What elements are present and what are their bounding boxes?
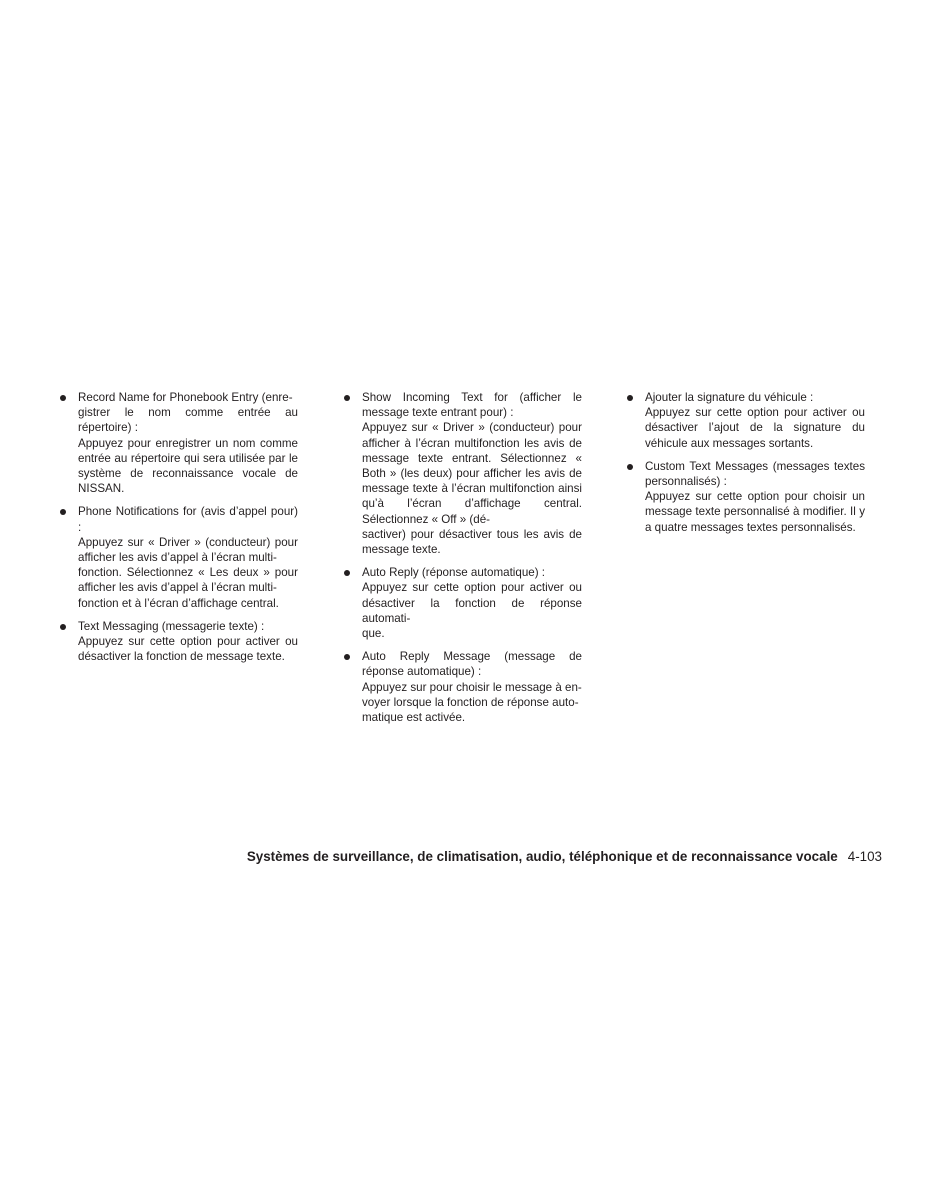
item-title: Auto Reply Message (message de réponse automatique) :	[362, 650, 582, 679]
item-body: Appuyez sur pour choisir le message à en- voyer lorsque la fonction de réponse auto- matique est activée.	[362, 680, 582, 725]
item-body: Appuyez sur « Driver » (conducteur) pour afficher à l’écran multifonction les avis de message texte entrant. Sélectionnez « Both » (les deux) pour afficher les avis de message texte à l’écran multifonction ainsi qu’à l’écran d’affichage central. Sélectionnez « Off » (dé- sactiver) pour désactiver tous les avis de message texte.	[362, 421, 582, 557]
item-body: Appuyez sur cette option pour activer ou désactiver la fonction de message texte.	[78, 635, 298, 664]
list-item	[344, 390, 582, 557]
list-item	[60, 619, 298, 665]
page-number: 4-103	[847, 849, 882, 864]
column-left	[60, 390, 298, 672]
bullet-icon	[344, 395, 350, 401]
item-body: Appuyez sur cette option pour choisir un message texte personnalisé à modifier. Il y a quatre messages textes personnalisés.	[645, 490, 865, 534]
bullet-icon	[60, 624, 66, 630]
item-body: Appuyez pour enregistrer un nom comme entrée au répertoire qui sera utilisée par le système de reconnaissance vocale de NISSAN.	[78, 436, 298, 496]
column-right	[627, 390, 865, 543]
item-body: Appuyez sur cette option pour activer ou désactiver l’ajout de la signature du véhicule aux messages sortants.	[645, 406, 865, 450]
list-item	[627, 459, 865, 535]
item-title: Show Incoming Text for (afficher le message texte entrant pour) :	[362, 391, 582, 420]
bullet-icon	[60, 395, 66, 401]
item-title: Auto Reply (réponse automatique) :	[362, 566, 546, 580]
list-item	[60, 504, 298, 610]
list-item	[60, 390, 298, 496]
item-body: Appuyez sur « Driver » (conducteur) pour afficher les avis d’appel à l’écran multi- fonction. Sélectionnez « Les deux » pour afficher les avis d’appel à l’écran multi- fonction et à l’écran d’affichage central.	[78, 535, 298, 610]
bullet-icon	[627, 464, 633, 470]
item-title: Record Name for Phonebook Entry (enre- gistrer le nom comme entrée au répertoire) :	[78, 391, 298, 435]
bullet-icon	[60, 509, 66, 515]
item-title: Ajouter la signature du véhicule :	[645, 391, 814, 404]
bullet-icon	[344, 654, 350, 660]
bullet-icon	[344, 570, 350, 576]
list-item	[344, 649, 582, 725]
bullet-icon	[627, 395, 633, 401]
section-title: Systèmes de surveillance, de climatisation, audio, téléphonique et de reconnaissance vocale	[246, 849, 838, 864]
page-footer	[0, 848, 882, 866]
item-title: Phone Notifications for (avis d’appel pour) :	[78, 505, 298, 534]
column-middle	[344, 390, 582, 733]
item-title: Text Messaging (messagerie texte) :	[78, 619, 265, 633]
item-body: Appuyez sur cette option pour activer ou désactiver la fonction de réponse automati- que.	[362, 581, 582, 641]
list-item	[627, 390, 865, 451]
list-item	[344, 565, 582, 641]
item-title: Custom Text Messages (messages textes personnalisés) :	[645, 459, 865, 489]
